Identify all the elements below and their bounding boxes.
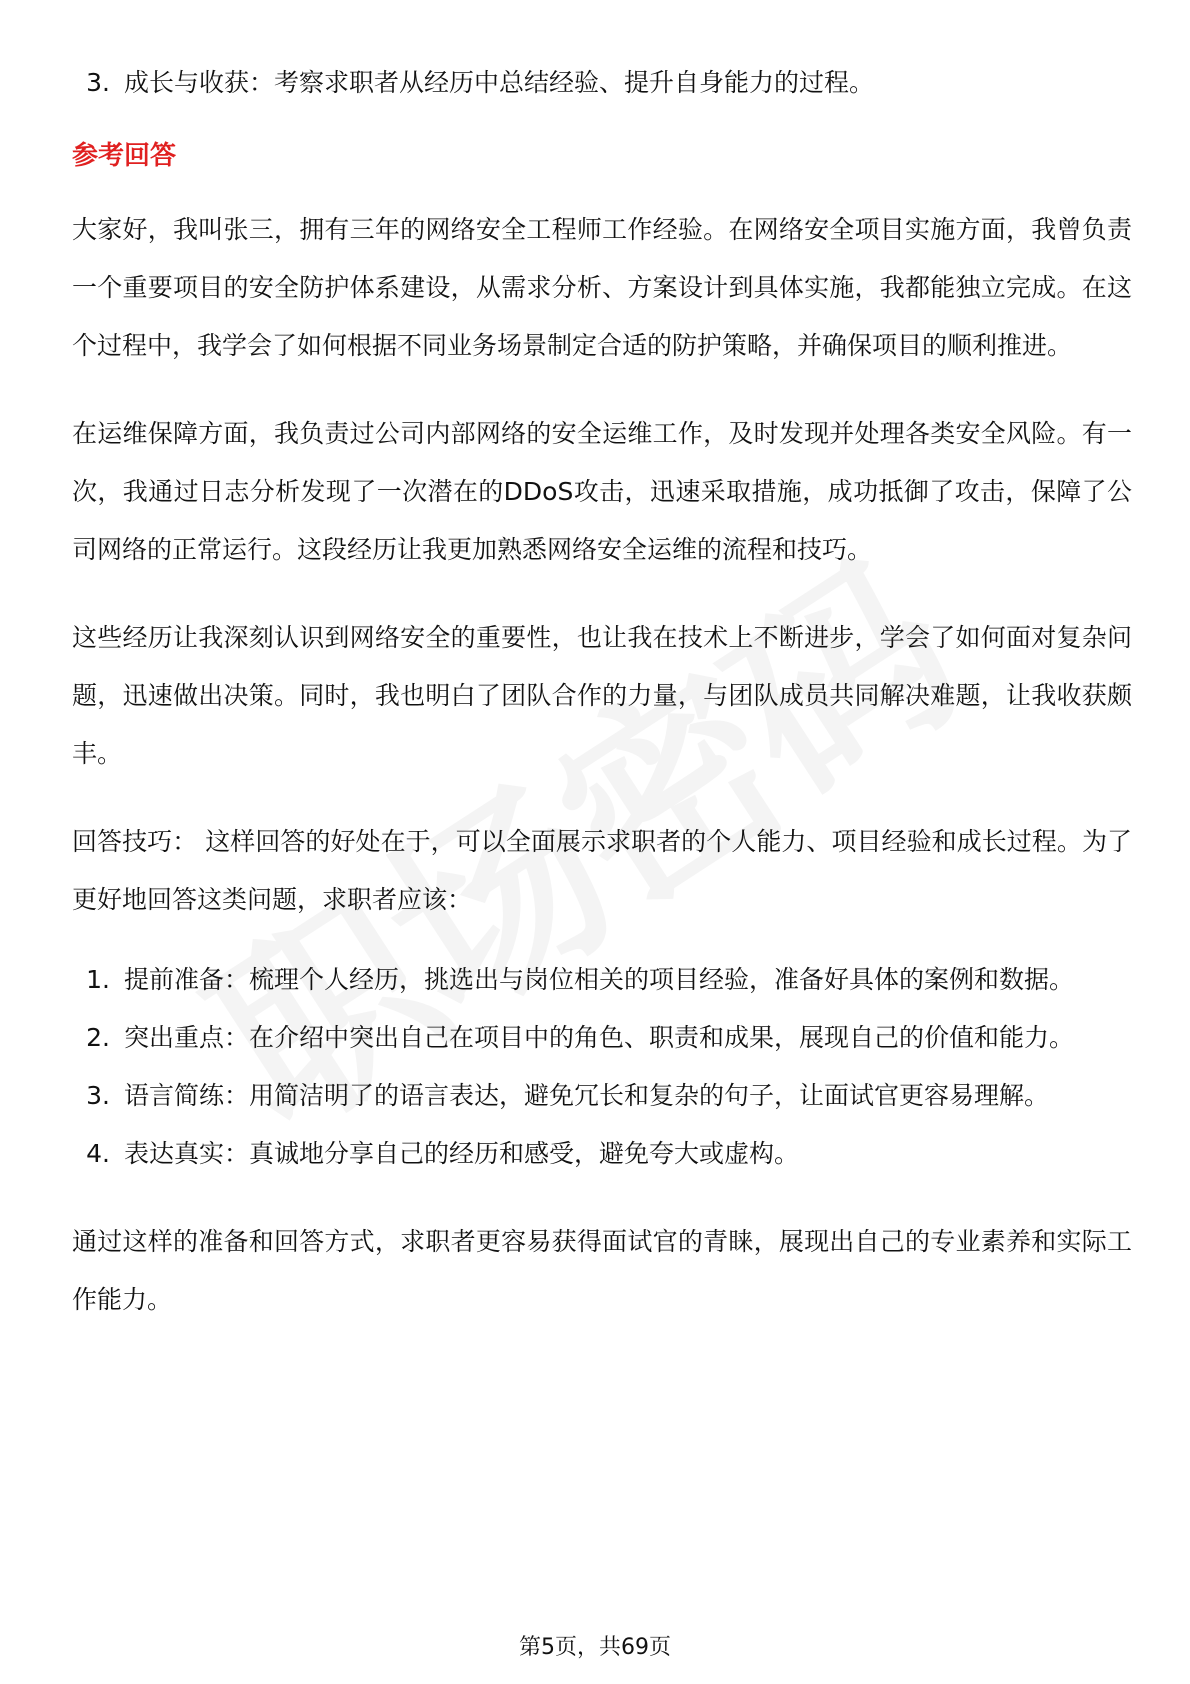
list-text: 成长与收获：考察求职者从经历中总结经验、提升自身能力的过程。 — [124, 68, 875, 97]
paragraph-tips-intro: 回答技巧： 这样回答的好处在于，可以全面展示求职者的个人能力、项目经验和成长过程。为了更好地回答这类问题，求职者应该： — [72, 827, 1132, 914]
paragraph-reflection: 这些经历让我深刻认识到网络安全的重要性，也让我在技术上不断进步，学会了如何面对复杂问题，迅速做出决策。同时，我也明白了团队合作的力量，与团队成员共同解决难题，让我收获颇丰。 — [72, 623, 1132, 768]
paragraph-intro: 大家好，我叫张三，拥有三年的网络安全工程师工作经验。在网络安全项目实施方面，我曾负责一个重要项目的安全防护体系建设，从需求分析、方案设计到具体实施，我都能独立完成。在这个过程中，我学会了如何根据不同业务场景制定合适的防护策略，并确保项目的顺利推进。 — [72, 215, 1132, 360]
list-number: 1. — [86, 965, 110, 994]
paragraph-operations: 在运维保障方面，我负责过公司内部网络的安全运维工作，及时发现并处理各类安全风险。有一次，我通过日志分析发现了一次潜在的DDoS攻击，迅速采取措施，成功抵御了攻击，保障了公司网络的正常运行。这段经历让我更加熟悉网络安全运维的流程和技巧。 — [72, 419, 1132, 564]
list-item — [72, 1125, 1132, 1183]
list-number: 3. — [86, 1081, 110, 1110]
list-number: 4. — [86, 1139, 110, 1168]
list-item — [72, 1067, 1132, 1125]
page-content — [72, 54, 1132, 1329]
tips-list — [72, 951, 1132, 1183]
list-number: 2. — [86, 1023, 110, 1052]
list-text: 表达真实：真诚地分享自己的经历和感受，避免夸大或虚构。 — [124, 1139, 800, 1168]
page-footer: 第5页，共69页 — [519, 1635, 671, 1660]
list-number: 3. — [86, 68, 110, 97]
section-heading: 参考回答 — [72, 141, 177, 171]
paragraph-closing: 通过这样的准备和回答方式，求职者更容易获得面试官的青睐，展现出自己的专业素养和实际工作能力。 — [72, 1227, 1132, 1314]
list-item — [72, 1009, 1132, 1067]
list-text: 语言简练：用简洁明了的语言表达，避免冗长和复杂的句子，让面试官更容易理解。 — [124, 1081, 1050, 1110]
list-text: 突出重点：在介绍中突出自己在项目中的角色、职责和成果，展现自己的价值和能力。 — [124, 1023, 1075, 1052]
list-item — [72, 54, 1132, 112]
list-text: 提前准备：梳理个人经历，挑选出与岗位相关的项目经验，准备好具体的案例和数据。 — [124, 965, 1075, 994]
list-item — [72, 951, 1132, 1009]
